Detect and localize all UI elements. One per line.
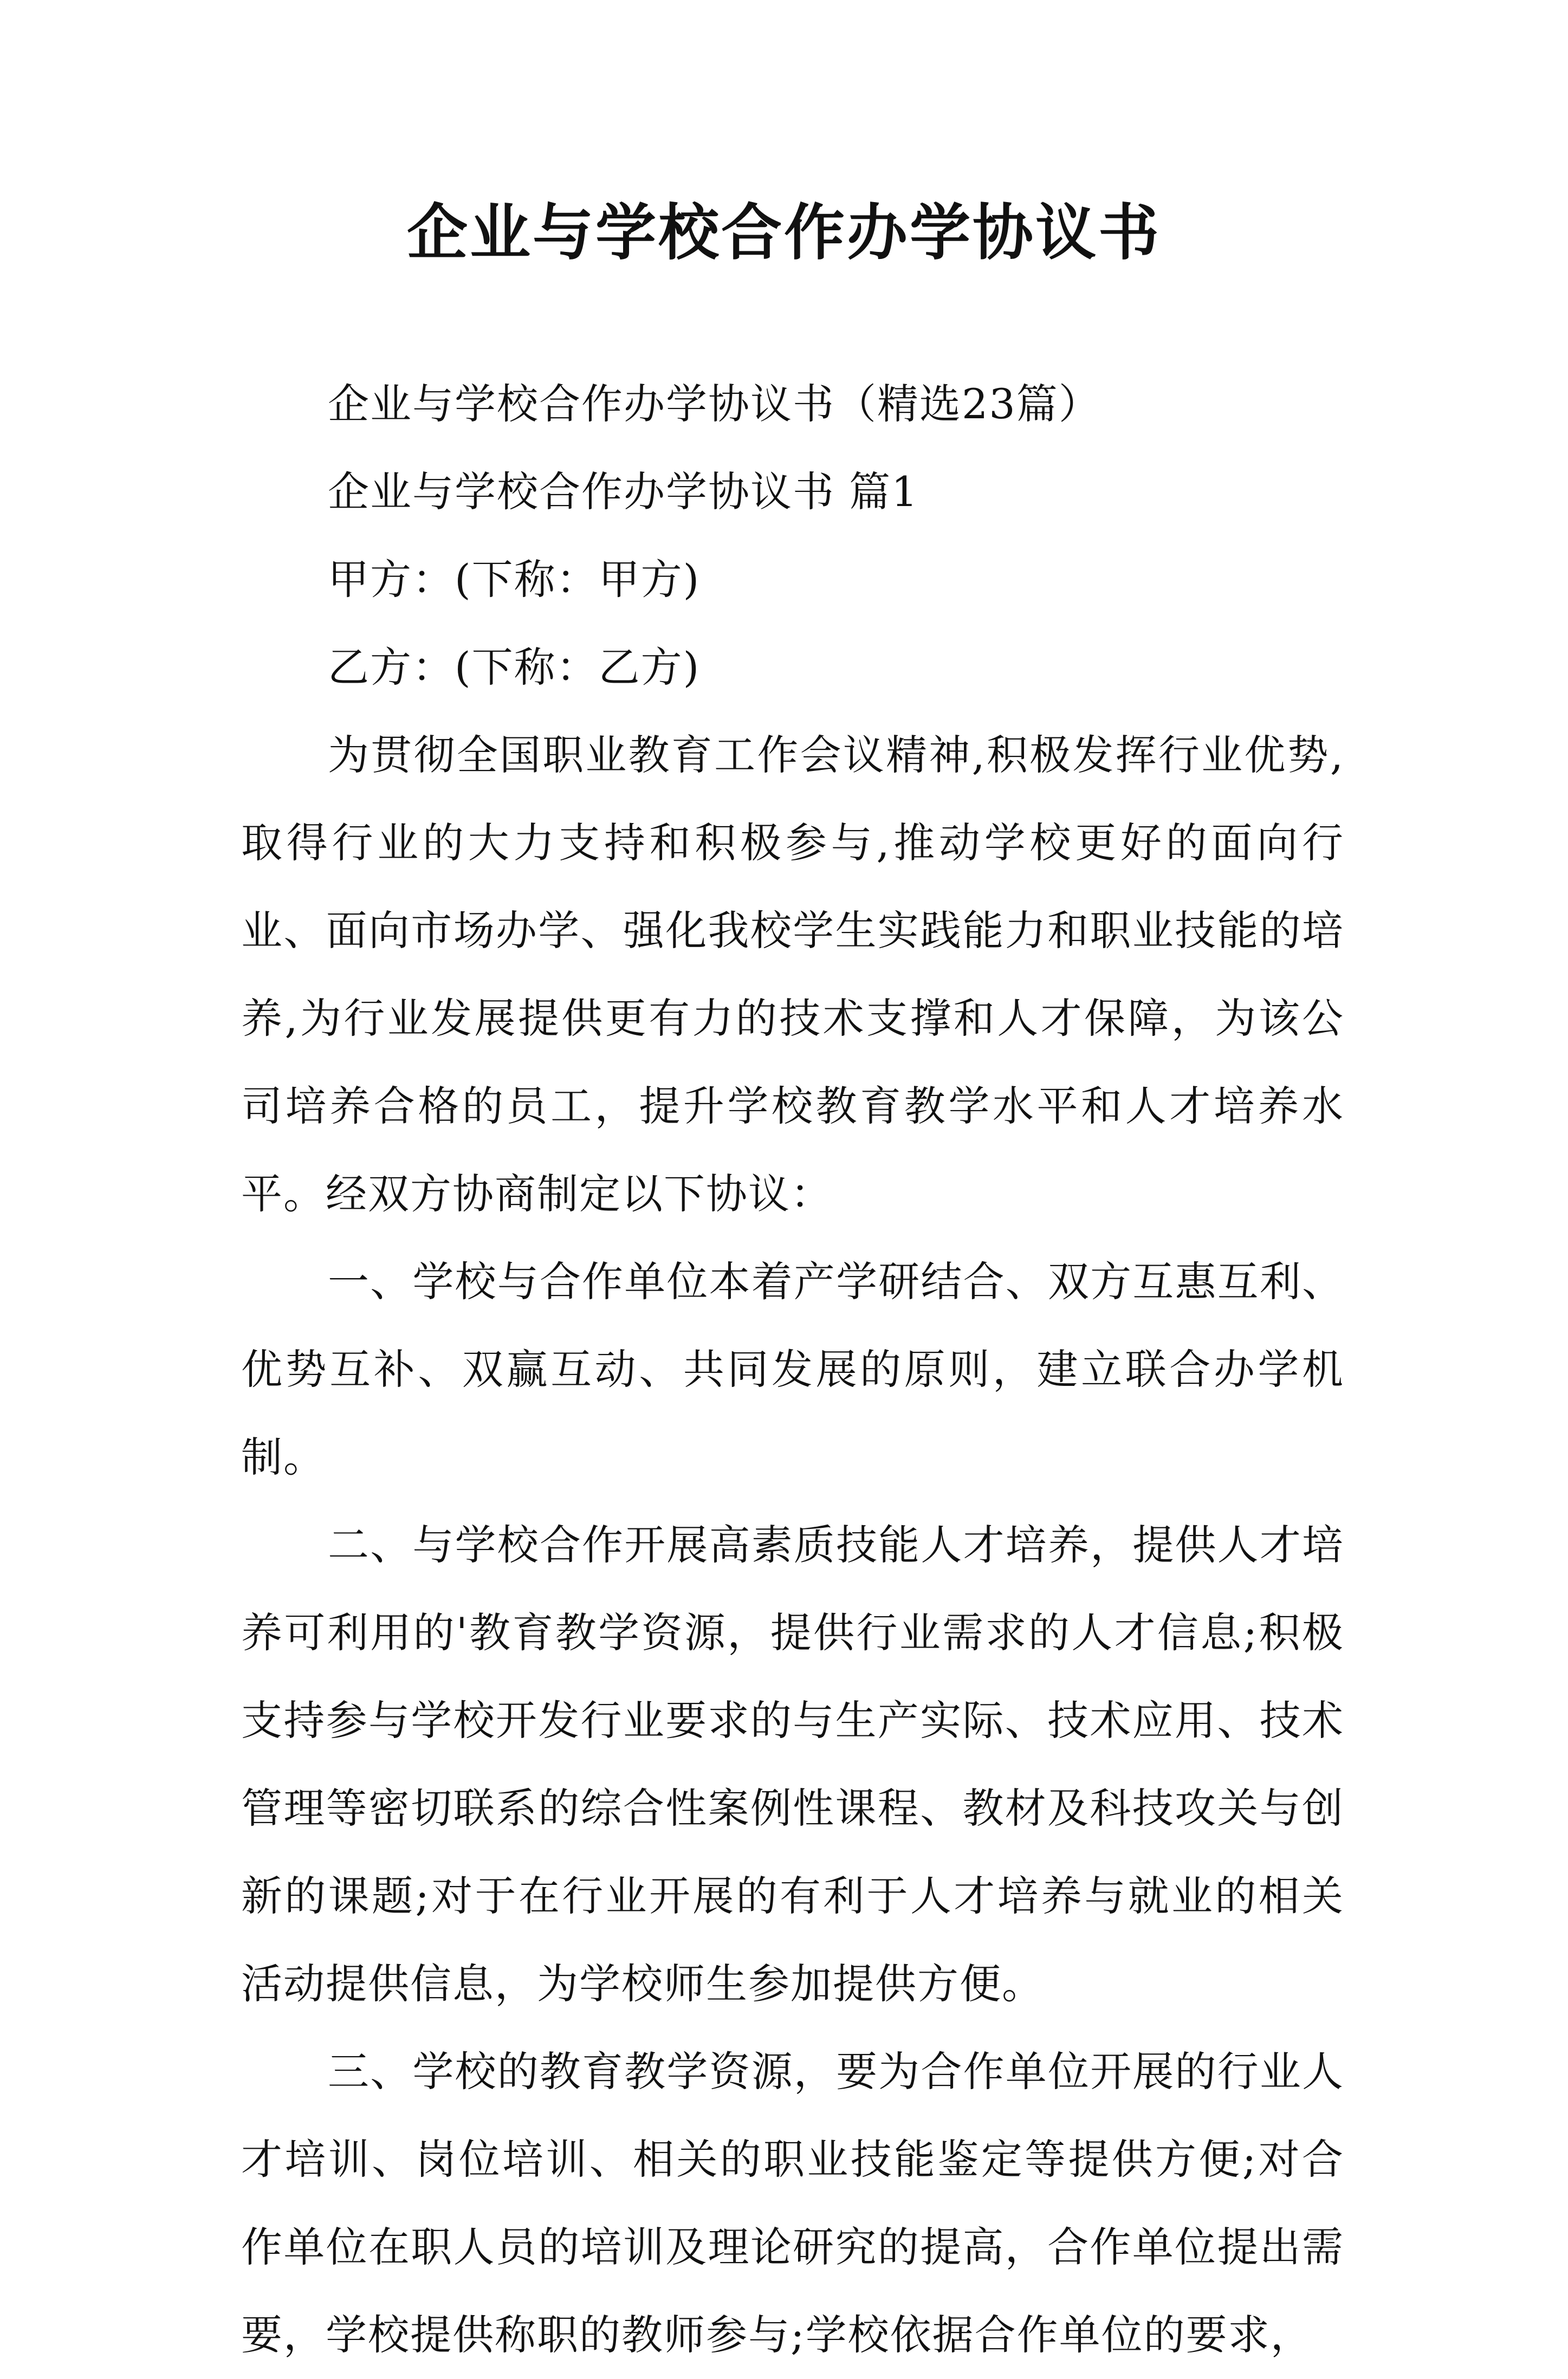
paragraph-party-a: 甲方：(下称：甲方): [328, 555, 701, 604]
paragraph-clause-2: 二、与学校合作开展高素质技能人才培养，提供人才培养可利用的'教育教学资源，提供行业需求的人才信息;积极支持参与学校开发行业要求的与生产实际、技术应用、技术管理等密切联系的综合性案例性课程、教材及科技攻关与创新的课题;对于在行业开展的有利于人才培养与就业的相关活动提供信息，为学校师生参加提供方便。: [241, 1521, 1344, 2008]
paragraph-subtitle: 企业与学校合作办学协议书（精选23篇）: [328, 380, 1101, 428]
document-title: 企业与学校合作办学协议书: [407, 197, 1161, 268]
paragraph-preamble: 为贯彻全国职业教育工作会议精神,积极发挥行业优势,取得行业的大力支持和积极参与,推动学校更好的面向行业、面向市场办学、强化我校学生实践能力和职业技能的培养,为行业发展提供更有力的技术支撑和人才保障，为该公司培养合格的员工，提升学校教育教学水平和人才培养水平。经双方协商制定以下协议：: [241, 731, 1344, 1218]
paragraph-party-b: 乙方：(下称：乙方): [328, 643, 701, 691]
paragraph-clause-1: 一、学校与合作单位本着产学研结合、双方互惠互利、优势互补、双赢互动、共同发展的原则，建立联合办学机制。: [241, 1257, 1344, 1481]
paragraph-section-heading: 企业与学校合作办学协议书 篇1: [328, 468, 919, 516]
paragraph-clause-3: 三、学校的教育教学资源，要为合作单位开展的行业人才培训、岗位培训、相关的职业技能鉴定等提供方便;对合作单位在职人员的培训及理论研究的提高，合作单位提出需要，学校提供称职的教师参与;学校依据合作单位的要求，: [241, 2047, 1344, 2359]
document-body: [241, 360, 1344, 2379]
